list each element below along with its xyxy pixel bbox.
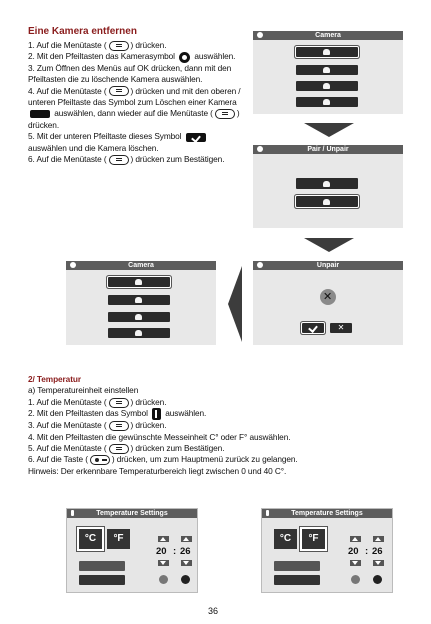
fahrenheit-button[interactable]: °F bbox=[302, 529, 325, 549]
camera-item-1[interactable] bbox=[296, 47, 358, 57]
camera-item-2[interactable] bbox=[108, 295, 170, 305]
talk-key-icon bbox=[90, 455, 110, 465]
camera-item-1[interactable] bbox=[108, 277, 170, 287]
camera-user-icon bbox=[135, 330, 142, 336]
page-number: 36 bbox=[208, 606, 219, 616]
camera-user-icon bbox=[323, 67, 330, 73]
hour-up-arrow-icon[interactable] bbox=[350, 536, 361, 542]
step-4: 4. Auf die Menütaste ( ) drücken und mit den oberen / bbox=[28, 85, 241, 96]
clock-hours: 20 bbox=[348, 546, 359, 557]
temp-note: Hinweis: Der erkennbare Temperaturbereich liegt zwischen 0 und 40 C°. bbox=[28, 465, 287, 476]
camera-item-3[interactable] bbox=[296, 81, 358, 91]
nightlight-button[interactable] bbox=[79, 561, 125, 571]
check-icon bbox=[303, 323, 323, 332]
minute-down-arrow-icon[interactable] bbox=[181, 560, 192, 566]
home-icon bbox=[257, 262, 263, 268]
camera-item-3[interactable] bbox=[108, 312, 170, 322]
step-4-cont: unteren Pfeiltaste das Symbol zum Löschen einer Kamera bbox=[28, 97, 237, 108]
thermometer-icon bbox=[71, 510, 74, 516]
flow-arrow-left bbox=[228, 266, 242, 342]
close-icon: ✕ bbox=[337, 323, 345, 332]
menu-key-icon bbox=[109, 155, 129, 165]
camera-user-icon bbox=[135, 314, 142, 320]
menu-key-icon bbox=[109, 86, 129, 96]
subsection-title: a) Temperatureinheit einstellen bbox=[28, 385, 139, 396]
lullaby-button[interactable] bbox=[79, 575, 125, 585]
thermometer-icon bbox=[152, 408, 161, 420]
temperature-icon[interactable] bbox=[351, 575, 360, 584]
screen-title-bar: Pair / Unpair bbox=[253, 145, 403, 154]
flow-arrow-down bbox=[304, 238, 354, 252]
clock-minutes: 26 bbox=[180, 546, 191, 557]
step-5-cont: auswählen und die Kamera löschen. bbox=[28, 142, 159, 153]
celsius-button[interactable]: °C bbox=[274, 529, 297, 549]
camera-user-icon bbox=[135, 279, 142, 285]
temp-step-4: 4. Mit den Pfeiltasten die gewünschte Messeinheit C° oder F° auswählen. bbox=[28, 431, 291, 442]
hour-down-arrow-icon[interactable] bbox=[350, 560, 361, 566]
minute-up-arrow-icon[interactable] bbox=[181, 536, 192, 542]
camera-menu-screen bbox=[253, 31, 403, 114]
delete-camera-icon bbox=[30, 110, 50, 118]
temp-step-3: 3. Auf die Menütaste ( ) drücken. bbox=[28, 420, 167, 431]
screen-title-bar: Temperature Settings bbox=[262, 509, 392, 518]
temperature-icon[interactable] bbox=[159, 575, 168, 584]
unpair-camera-icon bbox=[323, 199, 330, 205]
step-5: 5. Mit der unteren Pfeiltaste dieses Symbol bbox=[28, 131, 241, 142]
camera-item-2[interactable] bbox=[296, 65, 358, 75]
temp-step-6: 6. Auf die Taste ( ) drücken, um zum Hauptmenü zurück zu gelangen. bbox=[28, 454, 298, 465]
step-4-cont2: auswählen, dann wieder auf die Menütaste ( ) bbox=[28, 108, 241, 119]
minute-up-arrow-icon[interactable] bbox=[373, 536, 384, 542]
step-2: 2. Mit den Pfeiltasten das Kamerasymbol auswählen. bbox=[28, 51, 236, 62]
menu-key-icon bbox=[215, 109, 235, 119]
home-icon bbox=[70, 262, 76, 268]
pair-camera-icon bbox=[323, 181, 330, 187]
home-icon bbox=[257, 32, 263, 38]
unpair-camera-icon bbox=[320, 289, 336, 305]
alarm-icon[interactable] bbox=[181, 575, 190, 584]
camera-item-4[interactable] bbox=[108, 328, 170, 338]
section-title-temperature: 2/ Temperatur bbox=[28, 374, 81, 384]
hour-up-arrow-icon[interactable] bbox=[158, 536, 169, 542]
pair-unpair-screen bbox=[253, 145, 403, 228]
temperature-settings-screen-celsius bbox=[66, 508, 198, 593]
menu-key-icon bbox=[109, 444, 129, 454]
step-3: 3. Zum Öffnen des Menüs auf OK drücken, dann mit den bbox=[28, 62, 232, 73]
confirm-button[interactable] bbox=[302, 323, 324, 333]
temp-step-5: 5. Auf die Menütaste ( ) drücken zum Bestätigen. bbox=[28, 443, 225, 454]
temp-step-2: 2. Mit den Pfeiltasten das Symbol auswählen. bbox=[28, 408, 207, 419]
screen-title-bar: Camera bbox=[253, 31, 403, 40]
instructions-remove-camera bbox=[28, 40, 241, 165]
screen-title-bar: Temperature Settings bbox=[67, 509, 197, 518]
hour-down-arrow-icon[interactable] bbox=[158, 560, 169, 566]
instructions-temperature bbox=[28, 374, 298, 477]
celsius-button[interactable]: °C bbox=[79, 529, 102, 549]
camera-user-icon bbox=[323, 83, 330, 89]
clock-separator: : bbox=[365, 546, 369, 557]
menu-key-icon bbox=[109, 421, 129, 431]
lullaby-button[interactable] bbox=[274, 575, 320, 585]
cancel-button[interactable] bbox=[330, 323, 352, 333]
menu-key-icon bbox=[109, 398, 129, 408]
temp-step-1: 1. Auf die Menütaste ( ) drücken. bbox=[28, 396, 167, 407]
camera-item-4[interactable] bbox=[296, 97, 358, 107]
fahrenheit-button[interactable]: °F bbox=[107, 529, 130, 549]
clock-minutes: 26 bbox=[372, 546, 383, 557]
thermometer-icon bbox=[266, 510, 269, 516]
check-icon bbox=[186, 133, 206, 142]
menu-key-icon bbox=[109, 41, 129, 51]
screen-title-bar: Unpair bbox=[253, 261, 403, 270]
home-icon bbox=[257, 146, 263, 152]
alarm-icon[interactable] bbox=[373, 575, 382, 584]
temperature-settings-screen-fahrenheit bbox=[261, 508, 393, 593]
unpair-button[interactable] bbox=[296, 196, 358, 207]
pair-button[interactable] bbox=[296, 178, 358, 189]
camera-icon bbox=[179, 52, 190, 63]
camera-user-icon bbox=[323, 99, 330, 105]
unpair-confirm-screen bbox=[253, 261, 403, 345]
section-title-remove-camera: Eine Kamera entfernen bbox=[28, 26, 137, 37]
nightlight-button[interactable] bbox=[274, 561, 320, 571]
camera-user-icon bbox=[323, 49, 330, 55]
step-6: 6. Auf die Menütaste ( ) drücken zum Bestätigen. bbox=[28, 154, 225, 165]
clock-separator: : bbox=[173, 546, 177, 557]
camera-select-screen bbox=[66, 261, 216, 345]
step-4-cont3: drücken. bbox=[28, 119, 60, 130]
camera-user-icon bbox=[135, 297, 142, 303]
screen-title-bar: Camera bbox=[66, 261, 216, 270]
clock-hours: 20 bbox=[156, 546, 167, 557]
step-3-cont: Pfeiltasten die zu löschende Kamera auswählen. bbox=[28, 74, 203, 85]
minute-down-arrow-icon[interactable] bbox=[373, 560, 384, 566]
step-1: 1. Auf die Menütaste ( ) drücken. bbox=[28, 40, 167, 50]
flow-arrow-down bbox=[304, 123, 354, 137]
